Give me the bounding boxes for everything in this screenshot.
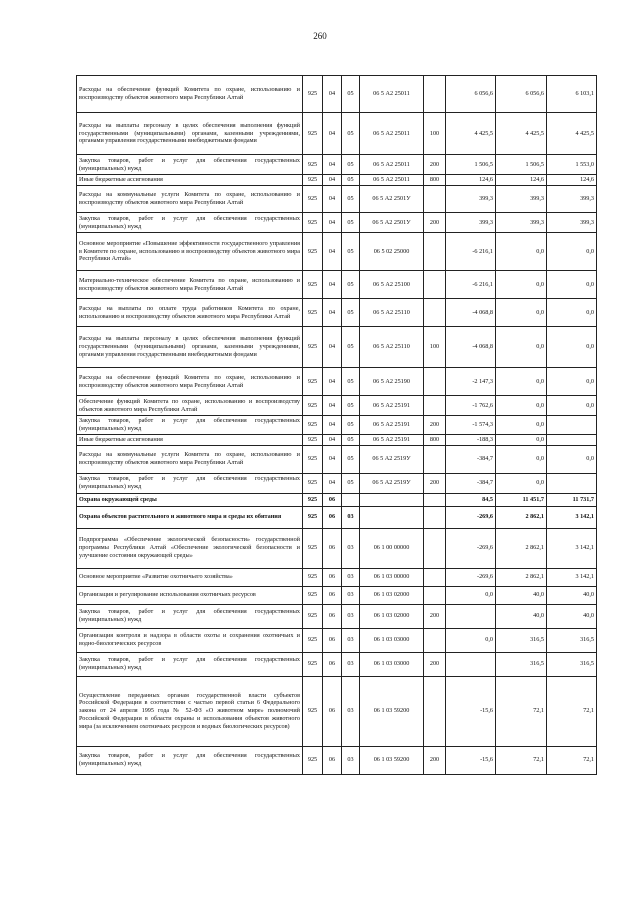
section-code: 04: [323, 155, 342, 175]
table-row: [77, 568, 597, 586]
expense-type: [424, 368, 446, 396]
expense-type: 200: [424, 155, 446, 175]
target-article: [360, 493, 424, 506]
subsection-code: 03: [342, 586, 360, 604]
target-article: 06 5 А2 25191: [360, 396, 424, 416]
amount-year-1: -188,3: [446, 434, 496, 445]
table-row: [77, 652, 597, 676]
section-code: 04: [323, 473, 342, 493]
section-code: 04: [323, 271, 342, 299]
subsection-code: 03: [342, 568, 360, 586]
expense-type: [424, 586, 446, 604]
subsection-code: 03: [342, 676, 360, 746]
target-article: 06 5 А2 2519У: [360, 445, 424, 473]
ministry-code: 925: [303, 76, 323, 113]
section-code: 06: [323, 568, 342, 586]
amount-year-1: -4 068,8: [446, 327, 496, 368]
expense-type: [424, 76, 446, 113]
target-article: [360, 506, 424, 528]
row-name: Основное мероприятие «Развитие охотничьего хозяйства»: [77, 568, 303, 586]
subsection-code: [342, 493, 360, 506]
subsection-code: 03: [342, 604, 360, 628]
table-row: [77, 271, 597, 299]
amount-year-2: 399,3: [496, 186, 547, 213]
table-row: [77, 676, 597, 746]
amount-year-3: 1 553,0: [547, 155, 597, 175]
amount-year-3: 40,0: [547, 586, 597, 604]
amount-year-1: -6 216,1: [446, 271, 496, 299]
amount-year-3: 0,0: [547, 368, 597, 396]
amount-year-3: 0,0: [547, 327, 597, 368]
amount-year-2: 72,1: [496, 746, 547, 774]
target-article: 06 5 А2 25011: [360, 155, 424, 175]
amount-year-3: 11 731,7: [547, 493, 597, 506]
ministry-code: 925: [303, 233, 323, 271]
amount-year-1: 84,5: [446, 493, 496, 506]
target-article: 06 5 А2 2519У: [360, 473, 424, 493]
row-name: Расходы на обеспечение функций Комитета по охране, использованию и воспроизводству объектов животного мира Республики Алтай: [77, 76, 303, 113]
ministry-code: 925: [303, 493, 323, 506]
amount-year-1: [446, 604, 496, 628]
section-code: 06: [323, 652, 342, 676]
target-article: 06 1 03 03000: [360, 652, 424, 676]
amount-year-3: 0,0: [547, 445, 597, 473]
amount-year-2: 0,0: [496, 473, 547, 493]
expense-type: 200: [424, 473, 446, 493]
row-name: Закупка товаров, работ и услуг для обеспечения государственных (муниципальных) нужд: [77, 652, 303, 676]
subsection-code: 05: [342, 155, 360, 175]
amount-year-3: 40,0: [547, 604, 597, 628]
ministry-code: 925: [303, 175, 323, 186]
table-row: [77, 434, 597, 445]
row-name: Осуществление переданных органам государственной власти субъектов Российской Федерации в соответствии с частью первой статьи 6 Федерального закона от 24 апреля 1995 года № 52-ФЗ «О животном мире» полномочий Российской Федерации в области охраны и использования объектов животного мира (за исключением охотничьих ресурсов и водных биологических ресурсов): [77, 676, 303, 746]
table-row: [77, 586, 597, 604]
expense-type: 100: [424, 327, 446, 368]
subsection-code: 05: [342, 233, 360, 271]
row-name: Обеспечение функций Комитета по охране, использованию и воспроизводству объектов животного мира Республики Алтай: [77, 396, 303, 416]
row-name: Основное мероприятие «Повышение эффективности государственного управления в Комитете по охране, использованию и воспроизводству объектов животного мира Республики Алтай»: [77, 233, 303, 271]
table-row: [77, 493, 597, 506]
amount-year-3: 124,6: [547, 175, 597, 186]
subsection-code: 05: [342, 445, 360, 473]
target-article: 06 5 02 25000: [360, 233, 424, 271]
amount-year-1: 1 506,5: [446, 155, 496, 175]
target-article: 06 1 00 00000: [360, 528, 424, 568]
amount-year-1: -2 147,3: [446, 368, 496, 396]
target-article: 06 5 А2 2501У: [360, 213, 424, 233]
row-name: Закупка товаров, работ и услуг для обеспечения государственных (муниципальных) нужд: [77, 473, 303, 493]
page-number: 260: [313, 31, 327, 41]
section-code: 04: [323, 213, 342, 233]
amount-year-2: 0,0: [496, 271, 547, 299]
amount-year-2: 0,0: [496, 445, 547, 473]
amount-year-1: -6 216,1: [446, 233, 496, 271]
section-code: 04: [323, 299, 342, 327]
amount-year-2: 2 862,1: [496, 528, 547, 568]
table-row: [77, 327, 597, 368]
table-row: [77, 528, 597, 568]
table-row: [77, 299, 597, 327]
amount-year-2: 124,6: [496, 175, 547, 186]
section-code: 04: [323, 175, 342, 186]
amount-year-1: 399,3: [446, 186, 496, 213]
amount-year-1: -269,6: [446, 506, 496, 528]
expense-type: 200: [424, 746, 446, 774]
amount-year-1: -1 574,3: [446, 416, 496, 435]
ministry-code: 925: [303, 473, 323, 493]
subsection-code: 05: [342, 299, 360, 327]
amount-year-1: 0,0: [446, 586, 496, 604]
amount-year-1: -384,7: [446, 445, 496, 473]
expense-type: 200: [424, 652, 446, 676]
ministry-code: 925: [303, 604, 323, 628]
row-name: Закупка товаров, работ и услуг для обеспечения государственных (муниципальных) нужд: [77, 604, 303, 628]
expense-type: [424, 396, 446, 416]
target-article: 06 1 03 59200: [360, 746, 424, 774]
ministry-code: 925: [303, 652, 323, 676]
table-row: [77, 233, 597, 271]
amount-year-2: 11 451,7: [496, 493, 547, 506]
amount-year-1: -384,7: [446, 473, 496, 493]
table-row: [77, 604, 597, 628]
ministry-code: 925: [303, 113, 323, 155]
target-article: 06 1 03 59200: [360, 676, 424, 746]
expense-type: [424, 628, 446, 652]
target-article: 06 5 А2 25100: [360, 271, 424, 299]
subsection-code: 05: [342, 271, 360, 299]
row-name: Расходы на выплаты по оплате труда работников Комитета по охране, использованию и воспроизводству объектов животного мира Республики Алтай: [77, 299, 303, 327]
target-article: 06 1 03 00000: [360, 568, 424, 586]
amount-year-1: -4 068,8: [446, 299, 496, 327]
amount-year-3: 3 142,1: [547, 528, 597, 568]
expense-type: [424, 271, 446, 299]
subsection-code: 05: [342, 396, 360, 416]
amount-year-1: -15,6: [446, 676, 496, 746]
section-code: 04: [323, 445, 342, 473]
expense-type: 800: [424, 434, 446, 445]
amount-year-3: 316,5: [547, 628, 597, 652]
section-code: 06: [323, 628, 342, 652]
subsection-code: 05: [342, 186, 360, 213]
amount-year-3: 399,3: [547, 213, 597, 233]
table-row: [77, 155, 597, 175]
amount-year-1: -15,6: [446, 746, 496, 774]
row-name: Иные бюджетные ассигнования: [77, 175, 303, 186]
budget-table: [76, 75, 597, 775]
section-code: 06: [323, 528, 342, 568]
row-name: Материально-техническое обеспечение Комитета по охране, использованию и воспроизводству объектов животного мира Республики Алтай: [77, 271, 303, 299]
amount-year-3: 72,1: [547, 746, 597, 774]
table-row: [77, 213, 597, 233]
subsection-code: 05: [342, 368, 360, 396]
row-name: Расходы на обеспечение функций Комитета по охране, использованию и воспроизводству объектов животного мира Республики Алтай: [77, 368, 303, 396]
ministry-code: 925: [303, 155, 323, 175]
ministry-code: 925: [303, 271, 323, 299]
subsection-code: 03: [342, 746, 360, 774]
target-article: 06 1 03 02000: [360, 586, 424, 604]
expense-type: 200: [424, 416, 446, 435]
expense-type: [424, 186, 446, 213]
table-row: [77, 473, 597, 493]
target-article: 06 5 А2 25110: [360, 299, 424, 327]
ministry-code: 925: [303, 586, 323, 604]
row-name: Иные бюджетные ассигнования: [77, 434, 303, 445]
amount-year-2: 72,1: [496, 676, 547, 746]
ministry-code: 925: [303, 434, 323, 445]
ministry-code: 925: [303, 628, 323, 652]
row-name: Закупка товаров, работ и услуг для обеспечения государственных (муниципальных) нужд: [77, 155, 303, 175]
section-code: 04: [323, 434, 342, 445]
subsection-code: 03: [342, 652, 360, 676]
row-name: Организация контроля и надзора в области охоты и сохранения охотничьих и водно-биологических ресурсов: [77, 628, 303, 652]
target-article: 06 5 А2 25191: [360, 416, 424, 435]
table-row: [77, 506, 597, 528]
subsection-code: 03: [342, 628, 360, 652]
target-article: 06 1 03 03000: [360, 628, 424, 652]
amount-year-2: 0,0: [496, 327, 547, 368]
amount-year-2: 1 506,5: [496, 155, 547, 175]
amount-year-2: 2 862,1: [496, 506, 547, 528]
amount-year-3: 0,0: [547, 396, 597, 416]
section-code: 06: [323, 676, 342, 746]
row-name: Расходы на выплаты персоналу в целях обеспечения выполнения функций государственными (муниципальными) органами, казенными учреждениями, органами управления государственными внебюджетными фондами: [77, 327, 303, 368]
ministry-code: 925: [303, 416, 323, 435]
amount-year-2: 0,0: [496, 396, 547, 416]
row-name: Подпрограмма «Обеспечение экологической безопасности» государственной программы Республики Алтай «Обеспечение экологической безопасности и улучшение состояния окружающей среды»: [77, 528, 303, 568]
amount-year-1: 124,6: [446, 175, 496, 186]
row-name: Расходы на выплаты персоналу в целях обеспечения выполнения функций государственными (муниципальными) органами, казенными учреждениями, органами управления государственными внебюджетными фондами: [77, 113, 303, 155]
table-row: [77, 416, 597, 435]
subsection-code: 05: [342, 213, 360, 233]
expense-type: [424, 299, 446, 327]
expense-type: [424, 676, 446, 746]
section-code: 04: [323, 396, 342, 416]
subsection-code: 03: [342, 506, 360, 528]
section-code: 04: [323, 186, 342, 213]
section-code: 06: [323, 493, 342, 506]
amount-year-3: 72,1: [547, 676, 597, 746]
table-row: [77, 113, 597, 155]
amount-year-2: 316,5: [496, 652, 547, 676]
ministry-code: 925: [303, 299, 323, 327]
table-row: [77, 396, 597, 416]
target-article: 06 5 А2 25011: [360, 76, 424, 113]
expense-type: [424, 528, 446, 568]
section-code: 04: [323, 233, 342, 271]
table-row: [77, 445, 597, 473]
amount-year-2: 0,0: [496, 434, 547, 445]
amount-year-1: -269,6: [446, 528, 496, 568]
target-article: 06 5 А2 25190: [360, 368, 424, 396]
amount-year-2: 4 425,5: [496, 113, 547, 155]
target-article: 06 5 А2 25110: [360, 327, 424, 368]
expense-type: [424, 568, 446, 586]
section-code: 04: [323, 76, 342, 113]
subsection-code: 05: [342, 416, 360, 435]
section-code: 06: [323, 506, 342, 528]
ministry-code: 925: [303, 528, 323, 568]
table-row: [77, 368, 597, 396]
target-article: 06 5 А2 25011: [360, 113, 424, 155]
subsection-code: 05: [342, 434, 360, 445]
amount-year-2: 0,0: [496, 233, 547, 271]
amount-year-2: 0,0: [496, 299, 547, 327]
table-row: [77, 746, 597, 774]
row-name: Расходы на коммунальные услуги Комитета по охране, использованию и воспроизводству объектов животного мира Республики Алтай: [77, 445, 303, 473]
row-name: Закупка товаров, работ и услуг для обеспечения государственных (муниципальных) нужд: [77, 746, 303, 774]
ministry-code: 925: [303, 396, 323, 416]
amount-year-3: [547, 416, 597, 435]
ministry-code: 925: [303, 506, 323, 528]
target-article: 06 5 А2 25191: [360, 434, 424, 445]
subsection-code: 03: [342, 528, 360, 568]
ministry-code: 925: [303, 568, 323, 586]
ministry-code: 925: [303, 368, 323, 396]
subsection-code: 05: [342, 113, 360, 155]
ministry-code: 925: [303, 186, 323, 213]
row-name: Расходы на коммунальные услуги Комитета по охране, использованию и воспроизводству объектов животного мира Республики Алтай: [77, 186, 303, 213]
amount-year-2: 0,0: [496, 368, 547, 396]
amount-year-3: 0,0: [547, 233, 597, 271]
row-name: Закупка товаров, работ и услуг для обеспечения государственных (муниципальных) нужд: [77, 213, 303, 233]
section-code: 06: [323, 746, 342, 774]
amount-year-2: 6 056,6: [496, 76, 547, 113]
amount-year-3: [547, 473, 597, 493]
expense-type: 800: [424, 175, 446, 186]
table-row: [77, 186, 597, 213]
section-code: 06: [323, 586, 342, 604]
amount-year-3: 0,0: [547, 271, 597, 299]
expense-type: 100: [424, 113, 446, 155]
ministry-code: 925: [303, 676, 323, 746]
row-name: Охрана окружающей среды: [77, 493, 303, 506]
expense-type: [424, 233, 446, 271]
amount-year-1: 6 056,6: [446, 76, 496, 113]
amount-year-2: 0,0: [496, 416, 547, 435]
amount-year-3: 6 103,1: [547, 76, 597, 113]
subsection-code: 05: [342, 175, 360, 186]
row-name: Охрана объектов растительного и животного мира и среды их обитания: [77, 506, 303, 528]
amount-year-2: 399,3: [496, 213, 547, 233]
expense-type: [424, 445, 446, 473]
section-code: 04: [323, 416, 342, 435]
amount-year-1: [446, 652, 496, 676]
amount-year-3: [547, 434, 597, 445]
section-code: 04: [323, 327, 342, 368]
subsection-code: 05: [342, 327, 360, 368]
amount-year-1: 0,0: [446, 628, 496, 652]
expense-type: [424, 493, 446, 506]
expense-type: 200: [424, 604, 446, 628]
amount-year-1: -1 762,6: [446, 396, 496, 416]
amount-year-2: 2 862,1: [496, 568, 547, 586]
table-row: [77, 628, 597, 652]
section-code: 04: [323, 113, 342, 155]
amount-year-1: -269,6: [446, 568, 496, 586]
amount-year-2: 40,0: [496, 604, 547, 628]
target-article: 06 5 А2 2501У: [360, 186, 424, 213]
ministry-code: 925: [303, 445, 323, 473]
section-code: 04: [323, 368, 342, 396]
ministry-code: 925: [303, 746, 323, 774]
subsection-code: 05: [342, 473, 360, 493]
table-row: [77, 76, 597, 113]
subsection-code: 05: [342, 76, 360, 113]
amount-year-3: 399,3: [547, 186, 597, 213]
amount-year-3: 4 425,5: [547, 113, 597, 155]
ministry-code: 925: [303, 213, 323, 233]
row-name: Организация и регулирование использования охотничьих ресурсов: [77, 586, 303, 604]
amount-year-1: 4 425,5: [446, 113, 496, 155]
table-row: [77, 175, 597, 186]
ministry-code: 925: [303, 327, 323, 368]
amount-year-3: 0,0: [547, 299, 597, 327]
amount-year-3: 3 142,1: [547, 506, 597, 528]
target-article: 06 5 А2 25011: [360, 175, 424, 186]
expense-type: 200: [424, 213, 446, 233]
expense-type: [424, 506, 446, 528]
target-article: 06 1 03 02000: [360, 604, 424, 628]
amount-year-2: 40,0: [496, 586, 547, 604]
amount-year-2: 316,5: [496, 628, 547, 652]
section-code: 06: [323, 604, 342, 628]
amount-year-3: 316,5: [547, 652, 597, 676]
amount-year-3: 3 142,1: [547, 568, 597, 586]
row-name: Закупка товаров, работ и услуг для обеспечения государственных (муниципальных) нужд: [77, 416, 303, 435]
amount-year-1: 399,3: [446, 213, 496, 233]
